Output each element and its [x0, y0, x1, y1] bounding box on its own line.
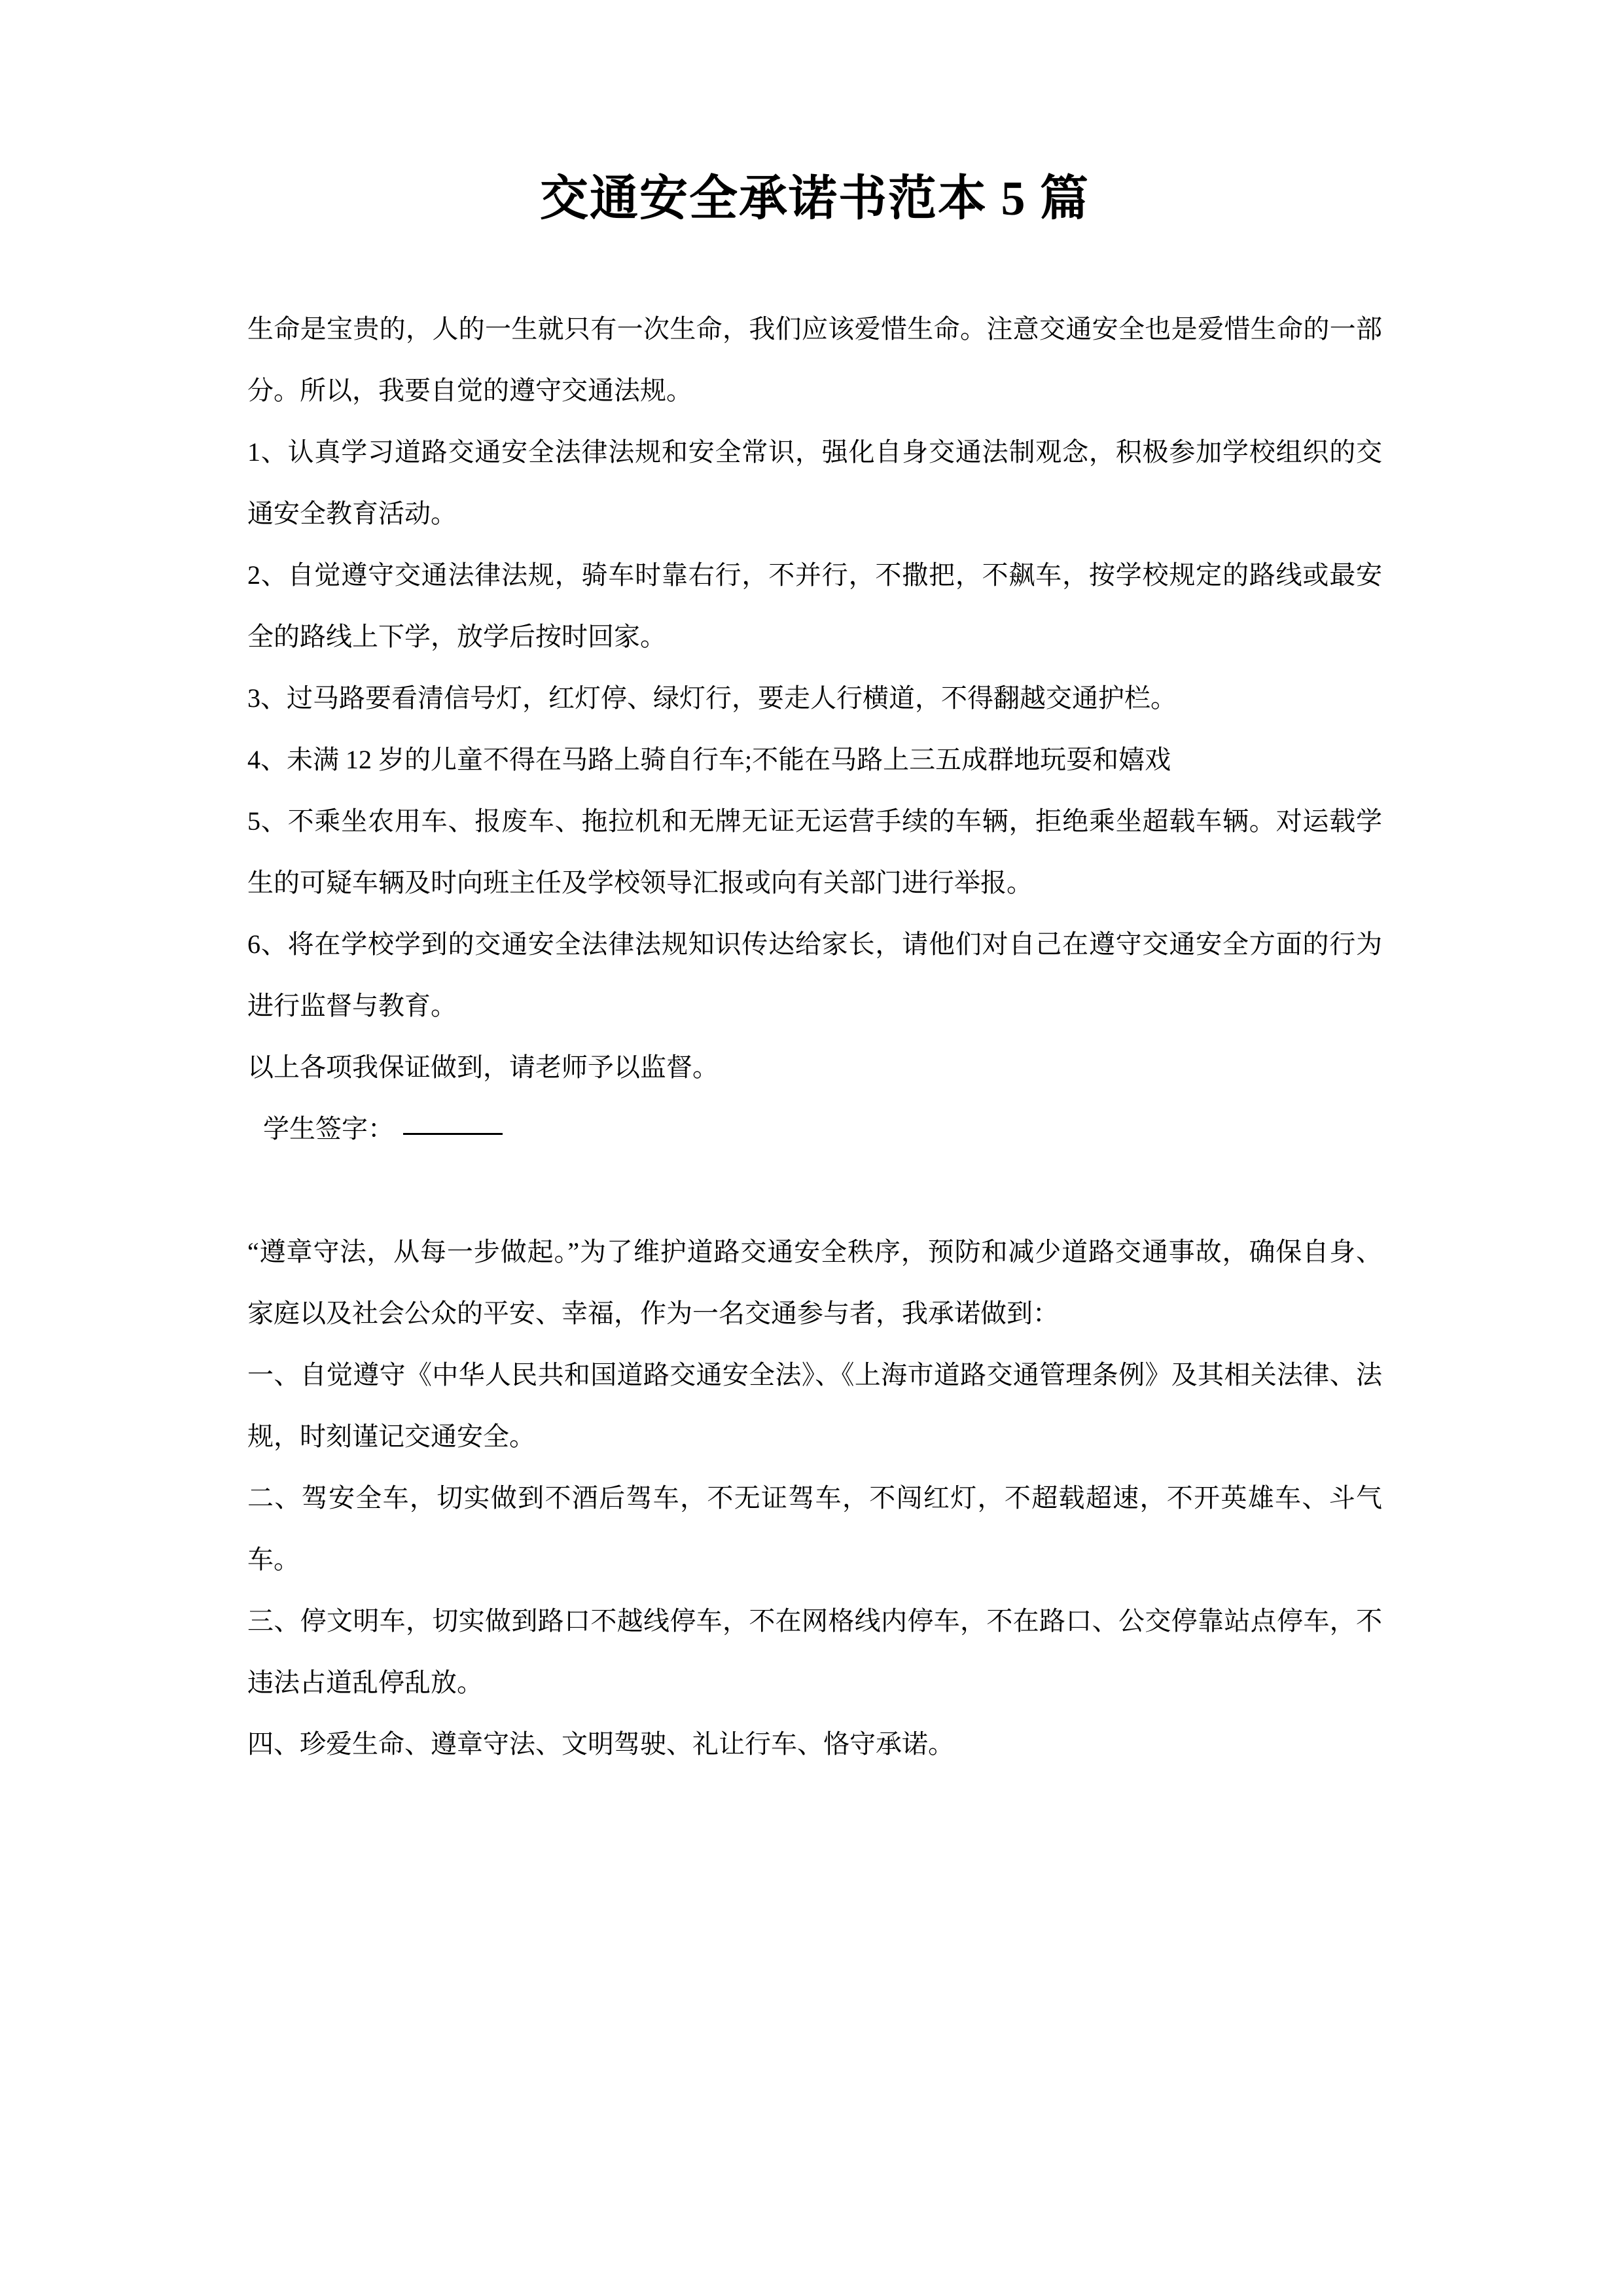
paragraph-item-4: 4、未满 12 岁的儿童不得在马路上骑自行车;不能在马路上三五成群地玩耍和嬉戏: [247, 744, 1171, 774]
page-title: 交通安全承诺书范本 5 篇: [540, 172, 1090, 226]
document-body: [247, 0, 1382, 1775]
paragraph-item-3: 3、过马路要看清信号灯，红灯停、绿灯行，要走人行横道，不得翻越交通护栏。: [247, 683, 1177, 713]
paragraph-item-er: 二、驾安全车，切实做到不酒后驾车，不无证驾车，不闯红灯，不超载超速，不开英雄车、斗气车。: [247, 1482, 1382, 1574]
section-student-pledge: [247, 298, 1382, 1160]
paragraph-item-si: 四、珍爱生命、遵章守法、文明驾驶、礼让行车、恪守承诺。: [247, 1729, 954, 1759]
paragraph-item-1: 1、认真学习道路交通安全法律法规和安全常识，强化自身交通法制观念，积极参加学校组织的交通安全教育活动。: [247, 437, 1382, 528]
section-driver-pledge: [247, 1221, 1382, 1775]
signature-input[interactable]: [403, 1133, 503, 1135]
section-divider-space: [247, 1160, 1382, 1221]
paragraph-item-5: 5、不乘坐农用车、报废车、拖拉机和无牌无证无运营手续的车辆，拒绝乘坐超载车辆。对运载学生的可疑车辆及时向班主任及学校领导汇报或向有关部门进行举报。: [247, 806, 1382, 897]
paragraph-quote-intro: “遵章守法，从每一步做起。”为了维护道路交通安全秩序，预防和减少道路交通事故，确保自身、家庭以及社会公众的平安、幸福，作为一名交通参与者，我承诺做到：: [247, 1236, 1382, 1328]
paragraph-item-san: 三、停文明车，切实做到路口不越线停车，不在网格线内停车，不在路口、公交停靠站点停车，不违法占道乱停乱放。: [247, 1605, 1382, 1697]
paragraph-item-6: 6、将在学校学到的交通安全法律法规知识传达给家长，请他们对自己在遵守交通安全方面的行为进行监督与教育。: [247, 929, 1382, 1020]
paragraph-item-yi: 一、自觉遵守《中华人民共和国道路交通安全法》、《上海市道路交通管理条例》及其相关法律、法规，时刻谨记交通安全。: [247, 1359, 1382, 1451]
signature-label: 学生签字：: [263, 1113, 394, 1143]
paragraph-intro: 生命是宝贵的，人的一生就只有一次生命，我们应该爱惜生命。注意交通安全也是爱惜生命的一部分。所以，我要自觉的遵守交通法规。: [247, 314, 1382, 405]
paragraph-item-2: 2、自觉遵守交通法律法规，骑车时靠右行，不并行，不撒把，不飙车，按学校规定的路线或最安全的路线上下学，放学后按时回家。: [247, 560, 1382, 651]
paragraph-closing: 以上各项我保证做到，请老师予以监督。: [247, 1052, 719, 1082]
signature-line: [247, 1098, 1382, 1160]
